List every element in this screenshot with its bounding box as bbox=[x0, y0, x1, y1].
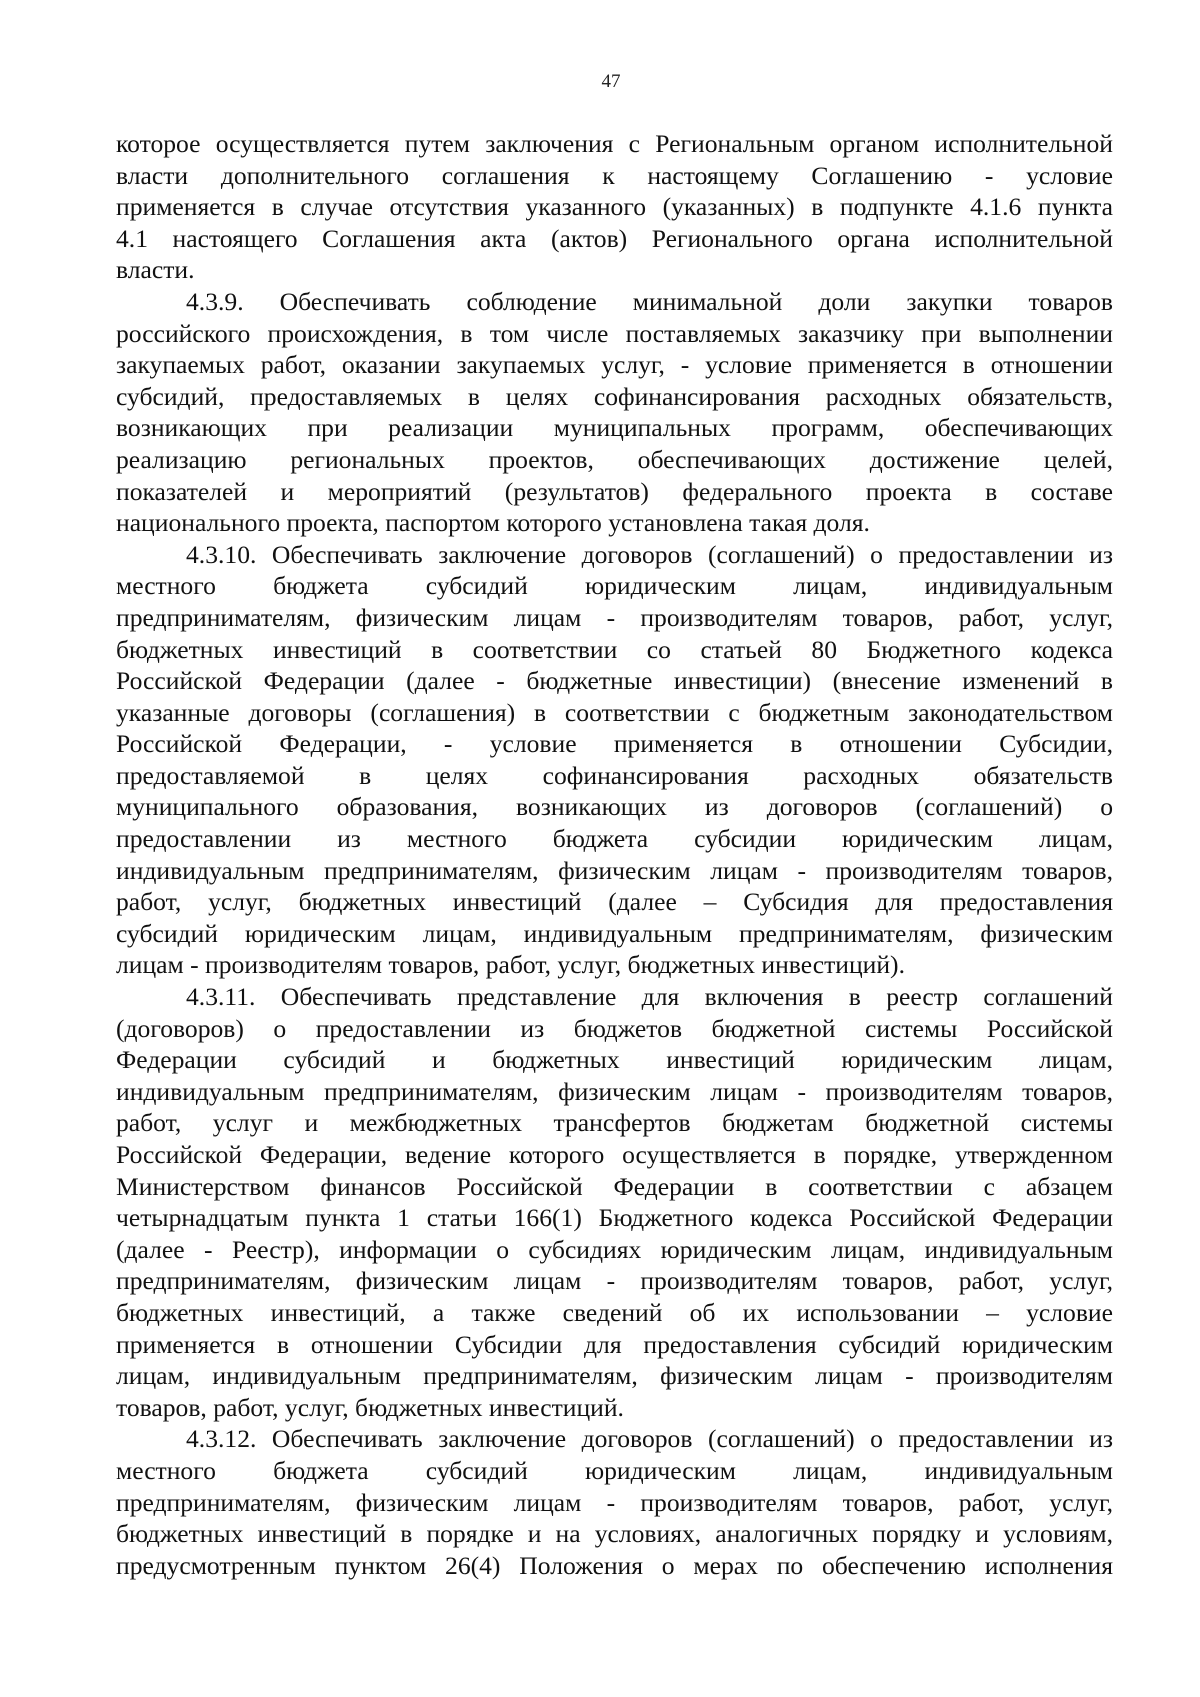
text-line: реализацию региональных проектов, обеспечивающих достижение целей, bbox=[116, 444, 1113, 474]
text-line: четырнадцатым пункта 1 статьи 166(1) Бюджетного кодекса Российской Федерации bbox=[116, 1203, 1113, 1233]
text-line: предоставляемой в целях софинансирования расходных обязательств bbox=[116, 760, 1113, 790]
text-line: бюджетных инвестиций в соответствии со статьей 80 Бюджетного кодекса bbox=[116, 634, 1113, 664]
text-line: 4.1 настоящего Соглашения акта (актов) Регионального органа исполнительной bbox=[116, 223, 1113, 253]
text-line: российского происхождения, в том числе поставляемых заказчику при выполнении bbox=[116, 318, 1113, 348]
text-line: показателей и мероприятий (результатов) федерального проекта в составе bbox=[116, 476, 1113, 506]
text-line: применяется в случае отсутствия указанного (указанных) в подпункте 4.1.6 пункта bbox=[116, 192, 1113, 222]
text-line: Российской Федерации, ведение которого осуществляется в порядке, утвержденном bbox=[116, 1140, 1113, 1169]
text-line: Российской Федерации (далее - бюджетные инвестиции) (внесение изменений в bbox=[116, 666, 1113, 696]
text-line: местного бюджета субсидий юридическим лицам, индивидуальным bbox=[116, 1455, 1113, 1485]
text-line: индивидуальным предпринимателям, физическим лицам - производителям товаров, bbox=[116, 855, 1113, 885]
text-line: предпринимателям, физическим лицам - производителям товаров, работ, услуг, bbox=[116, 1266, 1113, 1296]
text-line: товаров, работ, услуг, бюджетных инвестиций. bbox=[116, 1392, 624, 1422]
text-line: национального проекта, паспортом которого установлена такая доля. bbox=[116, 508, 870, 538]
text-line: которое осуществляется путем заключения с Региональным органом исполнительной bbox=[116, 129, 1113, 158]
text-line: власти. bbox=[116, 255, 195, 285]
text-line: применяется в отношении Субсидии для предоставления субсидий юридическим bbox=[116, 1329, 1113, 1359]
paragraph-first-line: 4.3.12. Обеспечивать заключение договоров (соглашений) о предоставлении из bbox=[186, 1424, 1113, 1454]
text-line: предпринимателям, физическим лицам - производителям товаров, работ, услуг, bbox=[116, 1487, 1113, 1517]
text-line: бюджетных инвестиций в порядке и на условиях, аналогичных порядку и условиям, bbox=[116, 1519, 1113, 1549]
text-line: возникающих при реализации муниципальных программ, обеспечивающих bbox=[116, 413, 1113, 443]
text-line: Министерством финансов Российской Федерации в соответствии с абзацем bbox=[116, 1171, 1113, 1201]
text-line: индивидуальным предпринимателям, физическим лицам - производителям товаров, bbox=[116, 1076, 1113, 1106]
paragraph-first-line: 4.3.11. Обеспечивать представление для включения в реестр соглашений bbox=[186, 982, 1113, 1012]
text-line: лицам, индивидуальным предпринимателям, физическим лицам - производителям bbox=[116, 1361, 1113, 1391]
text-line: муниципального образования, возникающих из договоров (соглашений) о bbox=[116, 792, 1113, 822]
text-line: власти дополнительного соглашения к настоящему Соглашению - условие bbox=[116, 160, 1113, 190]
text-line: лицам - производителям товаров, работ, услуг, бюджетных инвестиций). bbox=[116, 950, 905, 980]
text-line: Российской Федерации, - условие применяется в отношении Субсидии, bbox=[116, 729, 1113, 759]
text-line: Федерации субсидий и бюджетных инвестиций юридическим лицам, bbox=[116, 1045, 1113, 1075]
paragraph-first-line: 4.3.10. Обеспечивать заключение договоров (соглашений) о предоставлении из bbox=[186, 539, 1113, 569]
text-line: закупаемых работ, оказании закупаемых услуг, - условие применяется в отношении bbox=[116, 350, 1113, 380]
text-line: (далее - Реестр), информации о субсидиях юридическим лицам, индивидуальным bbox=[116, 1234, 1113, 1264]
text-line: предусмотренным пунктом 26(4) Положения о мерах по обеспечению исполнения bbox=[116, 1550, 1113, 1580]
text-line: местного бюджета субсидий юридическим лицам, индивидуальным bbox=[116, 571, 1113, 601]
document-body bbox=[116, 128, 1113, 1581]
page-number: 47 bbox=[601, 71, 621, 92]
text-line: субсидий юридическим лицам, индивидуальным предпринимателям, физическим bbox=[116, 918, 1113, 948]
paragraph-first-line: 4.3.9. Обеспечивать соблюдение минимальной доли закупки товаров bbox=[186, 286, 1113, 316]
text-line: субсидий, предоставляемых в целях софинансирования расходных обязательств, bbox=[116, 381, 1113, 411]
text-line: работ, услуг, бюджетных инвестиций (далее – Субсидия для предоставления bbox=[116, 887, 1113, 917]
text-line: предоставлении из местного бюджета субсидии юридическим лицам, bbox=[116, 824, 1113, 854]
text-line: работ, услуг и межбюджетных трансфертов бюджетам бюджетной системы bbox=[116, 1108, 1113, 1138]
text-line: указанные договоры (соглашения) в соответствии с бюджетным законодательством bbox=[116, 697, 1113, 727]
text-line: (договоров) о предоставлении из бюджетов бюджетной системы Российской bbox=[116, 1013, 1113, 1043]
text-line: бюджетных инвестиций, а также сведений об их использовании – условие bbox=[116, 1297, 1113, 1327]
text-line: предпринимателям, физическим лицам - производителям товаров, работ, услуг, bbox=[116, 602, 1113, 632]
